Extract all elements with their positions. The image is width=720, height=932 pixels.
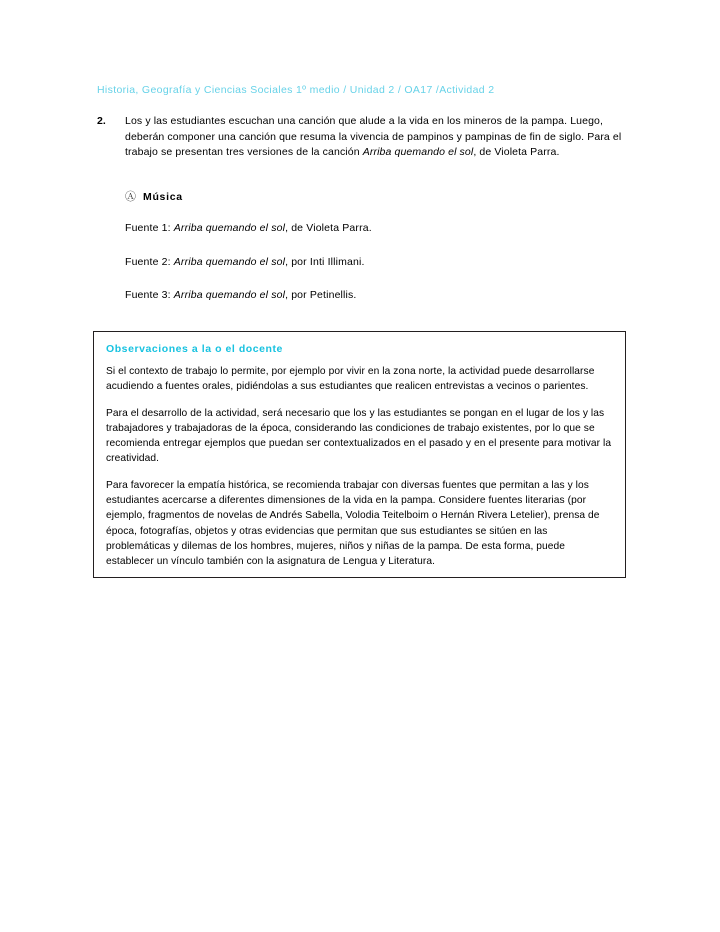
source-item	[125, 255, 625, 270]
teacher-notes-paragraph: Para el desarrollo de la actividad, será necesario que los y las estudiantes se pongan en el lugar de los y las trabajadores y trabajadoras de la época, considerando las condiciones de trabajo existentes, por lo que se recomienda entregar ejemplos que puedan ser contextualizados en el pasado y en el presente para motivar la creatividad.	[106, 407, 612, 465]
source-suffix: , por Petinellis.	[285, 289, 357, 301]
activity-paragraph	[125, 114, 625, 161]
music-resource-row	[125, 191, 183, 204]
music-note-icon: Ⓐ	[125, 191, 136, 203]
breadcrumb: Historia, Geografía y Ciencias Sociales 1º medio / Unidad 2 / OA17 /Actividad 2	[97, 84, 495, 96]
teacher-notes-paragraph: Para favorecer la empatía histórica, se recomienda trabajar con diversas fuentes que permitan a las y los estudiantes acercarse a diferentes dimensiones de la vida en la pampa. Considere fuentes literarias (por ejemplo, fragmentos de novelas de Andrés Sabella, Volodia Teitelboim o Hernán Rivera Letelier), prensa de época, fotografías, objetos y otras evidencias que permitan que sus estudiantes se sitúen en las problemáticas y dilemas de los hombres, mujeres, niños y niñas de la pampa. De esta forma, puede establecer un vínculo también con la asignatura de Lengua y Literatura.	[106, 479, 600, 568]
source-prefix: Fuente 3:	[125, 289, 174, 301]
activity-text-part-1: Los y las estudiantes escuchan una canción que alude a la vida en los mineros de la pampa. Luego, deberán componer una canción que resuma la vivencia de pampinos y pampinas de fin de siglo. Para el trabajo se presentan tres versiones de la canción	[125, 115, 622, 158]
activity-number: 2.	[97, 115, 106, 127]
source-suffix: , de Violeta Parra.	[285, 222, 372, 234]
source-prefix: Fuente 1:	[125, 222, 174, 234]
source-item	[125, 221, 625, 236]
source-title: Arriba quemando el sol	[173, 222, 286, 234]
activity-song-title: Arriba quemando el sol	[362, 146, 474, 158]
source-title: Arriba quemando el sol	[173, 256, 286, 268]
activity-text-part-2: , de Violeta Parra.	[473, 146, 560, 158]
source-item	[125, 288, 625, 303]
source-suffix: , por Inti Illimani.	[285, 256, 365, 268]
teacher-notes-box	[93, 331, 626, 578]
music-label: Música	[143, 191, 183, 203]
activity-row	[97, 114, 625, 161]
source-title: Arriba quemando el sol	[173, 289, 286, 301]
teacher-notes-paragraph: Si el contexto de trabajo lo permite, por ejemplo por vivir en la zona norte, la actividad puede desarrollarse acudiendo a fuentes orales, pidiéndolas a sus estudiantes que realicen entrevistas a vecinos o parientes.	[106, 366, 595, 393]
teacher-notes-title: Observaciones a la o el docente	[106, 343, 283, 355]
activity-block	[97, 114, 625, 161]
source-prefix: Fuente 2:	[125, 256, 174, 268]
